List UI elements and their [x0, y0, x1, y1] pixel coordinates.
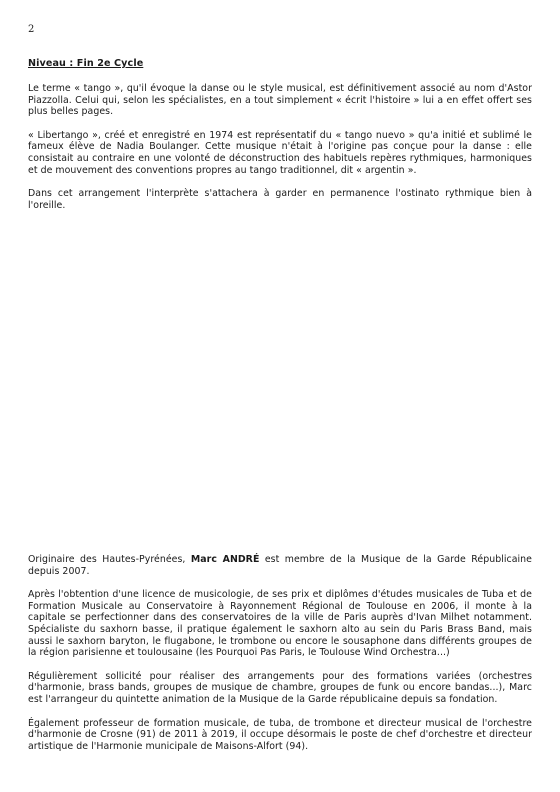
bio-intro-paragraph: [28, 554, 532, 577]
arranger-biography: [28, 554, 532, 764]
description-paragraph-2: « Libertango », créé et enregistré en 1974 est représentatif du « tango nuevo » qu'a initié et sublimé le fameux élève de Nadia Boulanger. Cette musique n'était à l'origine pas conçue pour la danse : elle consistait au contraire en une volonté de déconstruction des habituels repères rythmiques, harmoniques et de mouvement des conventions propres au tango traditionnel, dit « argentin ».: [28, 129, 532, 176]
piece-description: [28, 58, 532, 223]
bio-paragraph-3: Également professeur de formation musicale, de tuba, de trombone et directeur musical de l'orchestre d'harmonie de Crosne (91) de 2011 à 2019, il occupe désormais le poste de chef d'orchestre et directeur artistique de l'Harmonie municipale de Maisons-Alfort (94).: [28, 717, 532, 752]
description-paragraph-1: Le terme « tango », qu'il évoque la danse ou le style musical, est définitivement associé au nom d'Astor Piazzolla. Celui qui, selon les spécialistes, en a tout simplement « écrit l'histoire » lui a en effet offert ses plus belles pages.: [28, 83, 532, 118]
arranger-name: Marc ANDRÉ: [190, 554, 260, 565]
bio-paragraph-2: Régulièrement sollicité pour réaliser des arrangements pour des formations variées (orchestres d'harmonie, brass bands, groupes de musique de chambre, groupes de funk ou encore bandas...), Marc est l'arrangeur du quintette animation de la Musique de la Garde républicaine depuis sa fondation.: [28, 670, 532, 705]
bio-intro-after: est membre de la Musique de la Garde Républicaine depuis 2007.: [28, 554, 532, 577]
description-paragraph-3: Dans cet arrangement l'interprète s'attachera à garder en permanence l'ostinato rythmique bien à l'oreille.: [28, 188, 532, 211]
page-number: 2: [28, 24, 35, 35]
bio-paragraph-1: Après l'obtention d'une licence de musicologie, de ses prix et diplômes d'études musicales de Tuba et de Formation Musicale au Conservatoire à Rayonnement Régional de Toulouse en 2006, il monte à la capitale se perfectionner dans des conservatoires de la ville de Paris auprès d'Ivan Milhet notamment. Spécialiste du saxhorn basse, il pratique également le saxhorn alto au sein du Paris Brass Band, mais aussi le saxhorn baryton, le flugabone, le trombone ou encore le sousaphone dans différents groupes de la région parisienne et toulousaine (les Pourquoi Pas Paris, le Toulouse Wind Orchestra...): [28, 589, 532, 659]
level-heading: Niveau : Fin 2e Cycle: [28, 58, 144, 69]
bio-intro-before: Originaire des Hautes-Pyrénées,: [28, 554, 191, 565]
